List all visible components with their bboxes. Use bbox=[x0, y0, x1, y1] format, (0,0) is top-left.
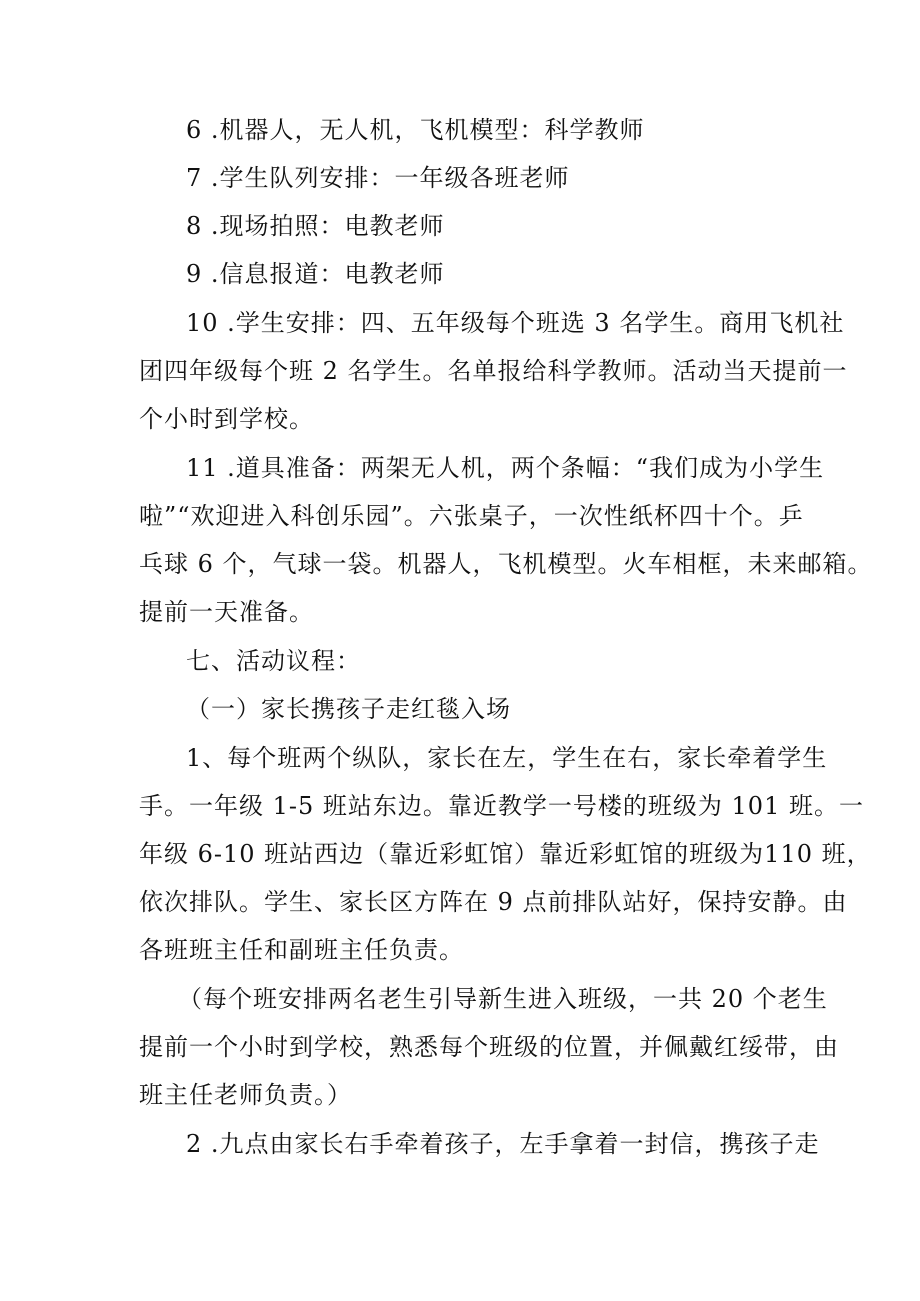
agenda-item-1-line-4: 依次排队。学生、家长区方阵在 9 点前排队站好，保持安静。由 bbox=[139, 888, 848, 916]
note-line-3: 班主任老师负责。） bbox=[139, 1081, 352, 1109]
item-8-line: 8 .现场拍照：电教老师 bbox=[186, 212, 445, 240]
item-7-line: 7 .学生队列安排：一年级各班老师 bbox=[186, 164, 570, 192]
item-10-line-2: 团四年级每个班 2 名学生。名单报给科学教师。活动当天提前一 bbox=[139, 357, 848, 385]
item-11-line-4: 提前一天准备。 bbox=[139, 598, 314, 626]
item-10-line-1: 10 .学生安排：四、五年级每个班选 3 名学生。商用飞机社 bbox=[186, 309, 845, 337]
agenda-item-2-line-1: 2 .九点由家长右手牵着孩子，左手拿着一封信，携孩子走 bbox=[186, 1130, 820, 1158]
item-10-line-3: 个小时到学校。 bbox=[139, 405, 314, 433]
item-11-line-1: 11 .道具准备：两架无人机，两个条幅：“我们成为小学生 bbox=[186, 454, 825, 482]
item-9-line: 9 .信息报道：电教老师 bbox=[186, 260, 445, 288]
agenda-item-1-line-1: 1、每个班两个纵队，家长在左，学生在右，家长牵着学生 bbox=[186, 744, 828, 772]
agenda-item-1-line-3: 年级 6-10 班站西边（靠近彩虹馆）靠近彩虹馆的班级为110 班， bbox=[139, 840, 872, 868]
item-11-line-3: 乓球 6 个，气球一袋。机器人，飞机模型。火车相框，未来邮箱。 bbox=[139, 550, 873, 578]
agenda-item-1-line-2: 手。一年级 1-5 班站东边。靠近教学一号楼的班级为 101 班。一 bbox=[139, 792, 864, 820]
note-line-1: （每个班安排两名老生引导新生进入班级，一共 20 个老生 bbox=[178, 985, 828, 1013]
note-line-2: 提前一个小时到学校，熟悉每个班级的位置，并佩戴红绥带，由 bbox=[139, 1033, 839, 1061]
subsection-heading-1: （一）家长携孩子走红毯入场 bbox=[186, 695, 511, 723]
agenda-item-1-line-5: 各班班主任和副班主任负责。 bbox=[139, 936, 464, 964]
item-11-line-2: 啦”“欢迎进入科创乐园”。六张桌子，一次性纸杯四十个。乒 bbox=[139, 502, 804, 530]
section-heading-agenda: 七、活动议程： bbox=[186, 647, 361, 675]
item-6-line: 6 .机器人，无人机，飞机模型：科学教师 bbox=[186, 116, 645, 144]
